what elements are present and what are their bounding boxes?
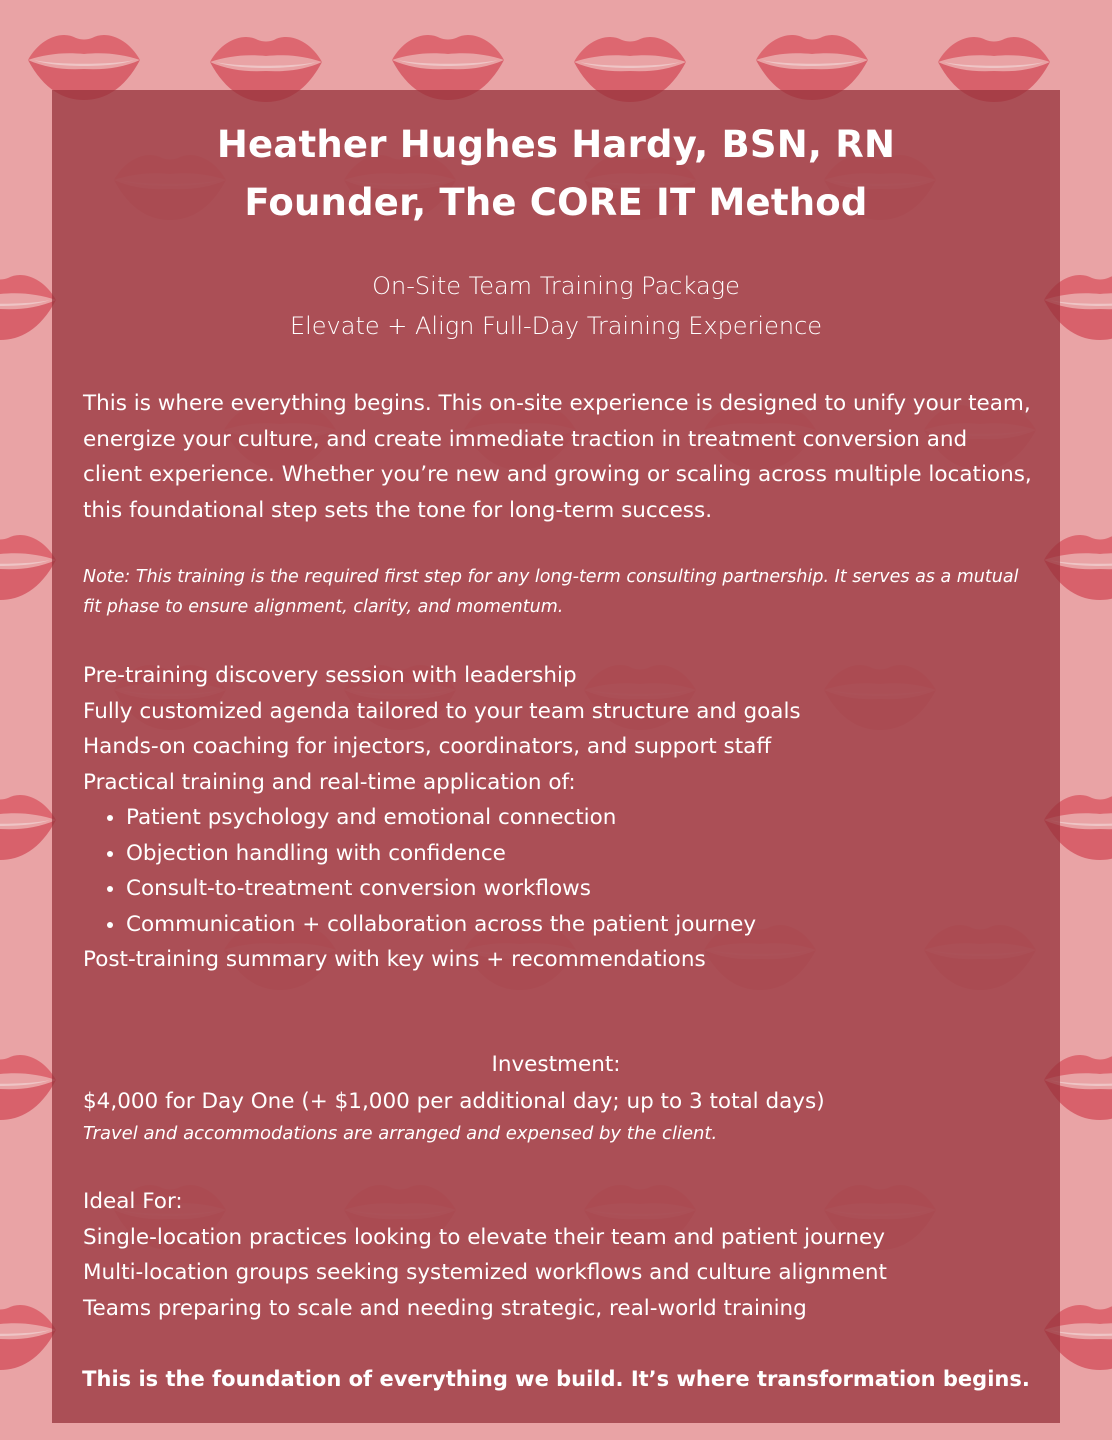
bullet-item: • Patient psychology and emotional connection [126,800,1033,836]
bullet-item: • Objection handling with confidence [126,836,1033,872]
feature-item: Pre-training discovery session with leadership [83,663,577,688]
bullet-item: • Consult-to-treatment conversion workflows [126,871,1033,907]
package-name: On-Site Team Training Package [372,272,740,300]
investment-heading: Investment: [491,1052,621,1077]
feature-item: Fully customized agenda tailored to your team structure and goals [83,698,801,724]
ideal-for-section [83,1184,1033,1326]
application-bullet-list [83,800,1033,942]
ideal-for-heading: Ideal For: [83,1189,183,1214]
note-paragraph: Note: This training is the required first step for any long-term consulting partnership. It serves as a mutual fit phase to ensure alignment, clarity, and momentum. [83,567,1019,617]
travel-note: Travel and accommodations are arranged and expensed by the client. [83,1123,718,1144]
feature-item: Practical training and real-time application of: [83,769,576,795]
investment-price: $4,000 for Day One (+ $1,000 per additional day; up to 3 total days) [83,1089,825,1114]
content-panel [52,90,1060,1423]
ideal-item: Teams preparing to scale and needing strategic, real-world training [83,1295,807,1321]
ideal-item: Multi-location groups seeking systemized workflows and culture alignment [83,1260,887,1285]
title-line-name: Heather Hughes Hardy, BSN, RN [216,123,896,166]
feature-item: Hands-on coaching for injectors, coordinators, and support staff [83,734,772,759]
package-subtitle [52,266,1060,346]
page-title [52,116,1060,232]
ideal-item: Single-location practices looking to elevate their team and patient journey [83,1224,885,1250]
closing-statement: This is the foundation of everything we build. It’s where transformation begins. [82,1367,1030,1391]
features-list [83,658,1033,978]
intro-paragraph: This is where everything begins. This on-site experience is designed to unify your team, energize your culture, and create immediate traction in treatment conversion and client experience. Whether you’re new and growing or scaling across multiple locations, this foundational step sets the tone for long-term success. [83,391,1032,523]
package-experience: Elevate + Align Full-Day Training Experience [289,312,823,340]
bullet-item: • Communication + collaboration across the patient journey [126,907,1033,943]
title-line-role: Founder, The CORE IT Method [244,181,868,224]
feature-summary: Post-training summary with key wins + recommendations [83,947,706,972]
